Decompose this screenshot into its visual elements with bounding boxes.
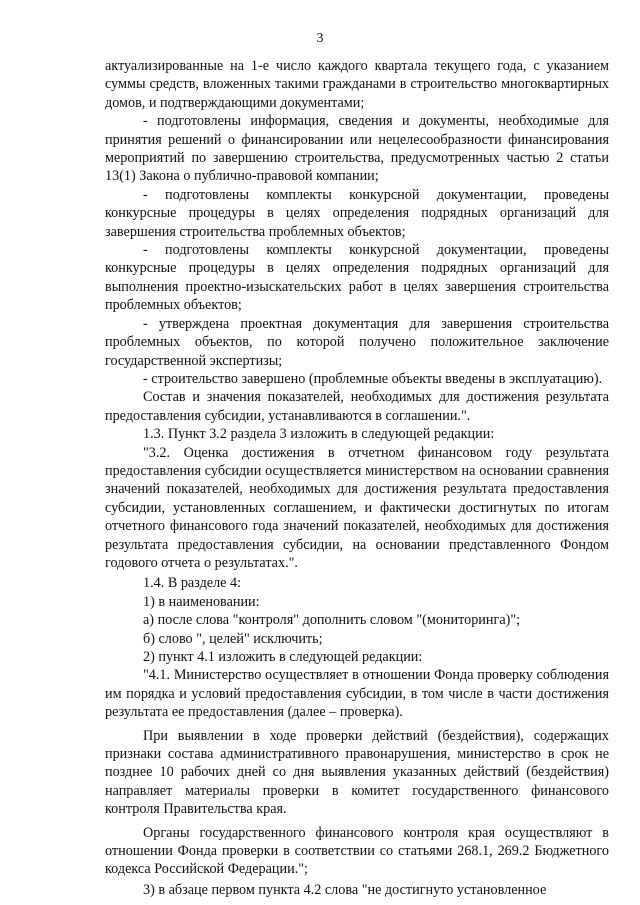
paragraph-18: 3) в абзаце первом пункта 4.2 слова "не достигнуто установленное xyxy=(143,881,547,898)
paragraph-16: При выявлении в ходе проверки действий (бездействия), содержащих признаки состава административного правонарушения, министерство в срок не позднее 10 рабочих дней со дня выявления указанных действий (бездействия) направляет материалы проверки в комитет государственного финансового контроля Правительства края. xyxy=(105,727,609,818)
paragraph-17: Органы государственного финансового контроля края осуществляют в отношении Фонда проверки в соответствии со статьями 268.1, 269.2 Бюджетного кодекса Российской Федерации."; xyxy=(105,824,609,878)
paragraph-15: "4.1. Министерство осуществляет в отношении Фонда проверку соблюдения им порядка и условий предоставления субсидии, в том числе в части достижения результата ее предоставления (далее – проверка). xyxy=(105,667,609,721)
paragraph-1: актуализированные на 1-е число каждого квартала текущего года, с указанием суммы средств, вложенных такими гражданами в строительство многоквартирных домов, и подтверждающими документами; xyxy=(105,58,609,111)
paragraph-12: а) после слова "контроля" дополнить словом "(мониторинга)"; xyxy=(143,612,521,629)
paragraph-8: 1.3. Пункт 3.2 раздела 3 изложить в следующей редакции: xyxy=(143,426,495,443)
paragraph-7: Состав и значения показателей, необходимых для достижения результата предоставления субсидии, устанавливаются в соглашении.". xyxy=(105,389,609,424)
page-number: 3 xyxy=(316,31,324,46)
paragraph-2: - подготовлены информация, сведения и документы, необходимые для принятия решений о финансировании или нецелесообразности финансирования мероприятий по завершению строительства, предусмотренных частью 2 статьи 13(1) Закона о публично-правовой компании; xyxy=(105,113,609,185)
paragraph-5: - утверждена проектная документация для завершения строительства проблемных объектов, по которой получено положительное заключение государственной экспертизы; xyxy=(105,315,609,369)
paragraph-6: - строительство завершено (проблемные объекты введены в эксплуатацию). xyxy=(143,370,603,387)
document-body xyxy=(105,57,609,899)
paragraph-14: 2) пункт 4.1 изложить в следующей редакции: xyxy=(143,649,423,665)
paragraph-4: - подготовлены комплекты конкурсной документации, проведены конкурсные процедуры в целях определения подрядных организаций для выполнения проектно-изыскательских работ в целях завершения строительства проблемных объектов; xyxy=(105,242,609,314)
paragraph-10: 1.4. В разделе 4: xyxy=(143,575,242,592)
paragraph-3: - подготовлены комплекты конкурсной документации, проведены конкурсные процедуры в целях определения подрядных организаций для завершения строительства проблемных объектов; xyxy=(105,186,609,240)
paragraph-11: 1) в наименовании: xyxy=(143,593,260,610)
paragraph-9: "3.2. Оценка достижения в отчетном финансовом году результата предоставления субсидии осуществляется министерством на основании сравнения значений показателей, необходимых для достижения результата предоставления субсидии, установленных соглашением, и фактически достигнутых по итогам отчетного финансового года значений показателей, необходимых для достижения результата предоставления субсидии, на основании представленного Фондом годового отчета о результатах.". xyxy=(105,444,609,571)
paragraph-13: б) слово ", целей" исключить; xyxy=(143,630,323,647)
